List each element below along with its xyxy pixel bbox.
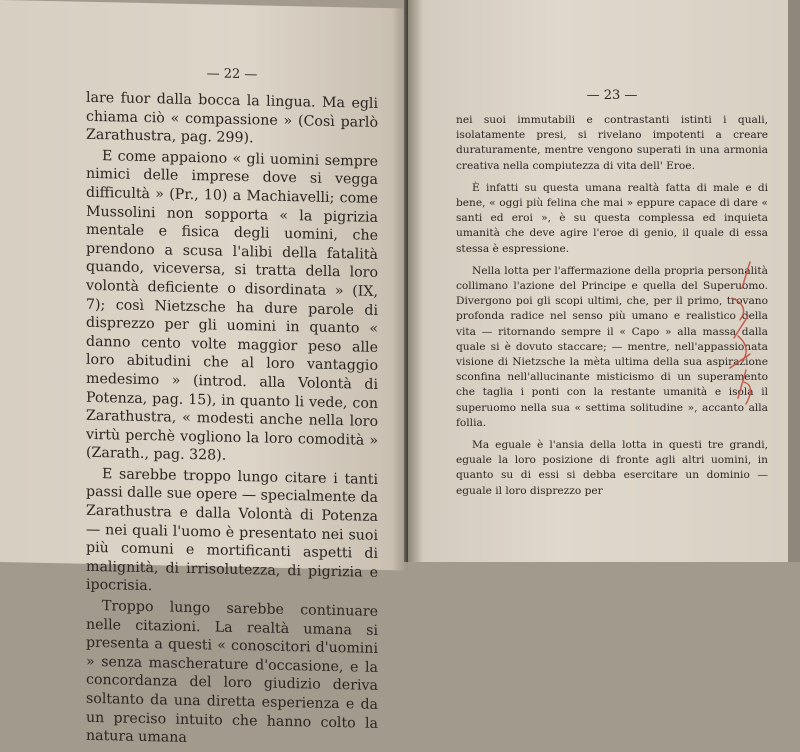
left-paragraph: lare fuor dalla bocca la lingua. Ma egli chiama ciò « compassione » (Così parlò Zarathustra, pag. 299). [86, 89, 378, 147]
left-paragraph: E sarebbe troppo lungo citare i tanti passi dalle sue opere — specialmente da Zarathustra e dalla Volontà di Potenza — nei quali l'uomo è presentato nei suoi più comuni e mortificanti aspetti di malignità, di irrisolutezza, di pigrizia e ipocrisia. [86, 466, 378, 595]
left-page-number: — 22 — [206, 66, 258, 83]
right-paragraph: Ma eguale è l'ansia della lotta in questi tre grandi, eguale la loro posizione di fronte agli altri uomini, in quanto su di essi si debba esercitare un dominio — eguale il loro disprezzo per [456, 439, 768, 497]
pencil-annotation-icon [720, 258, 768, 408]
right-paragraph: nei suoi immutabili e contrastanti istinti i quali, isolatamente presi, si rivelano impotenti a creare duraturamente, mentre vengono superati in una armonia creativa nella compiutezza di vita dell' Eroe. [456, 114, 768, 172]
right-page-number: — 23 — [586, 88, 638, 103]
right-paragraph: È infatti su questa umana realtà fatta di male e di bene, « oggi più felina che mai » eppure capace di dare « santi ed eroi », è su questa complessa ed inquieta umanità che deve agire l'eroe di genio, il quale di essa stessa è espressione. [456, 181, 768, 255]
page-edge [788, 0, 800, 562]
right-paragraph: Nella lotta per l'affermazione della propria personalità collimano l'azione del Principe e quella del Superuomo. Divergono poi gli scopi ultimi, che, per il primo, trovano profonda radice nel senso più umano e realistico della vita — ritornando sempre il « Capo » alla massa dalla quale si è dovuto staccare; — mentre, nell'appassionata visione di Nietzsche la mèta ultima della sua aspirazione sconfina nell'allucinante misticismo di un superamento che taglia i ponti con la restante umanità e isola il superuomo nella sua « settima solitudine », accanto alla follia. [456, 264, 768, 429]
left-paragraph: Troppo lungo sarebbe continuare nelle citazioni. La realtà umana si presenta a questi « conoscitori d'uomini » senza mascherature d'occasione, e la concordanza del loro giudizio deriva soltanto da una diretta esperienza e da un preciso intuito che hanno colto la natura umana [86, 598, 378, 747]
left-paragraph: E come appaiono « gli uomini sempre nimici delle imprese dove si vegga difficultà » (Pr., 10) a Machiavelli; come Mussolini non sopporta « la pigrizia mentale e fisica degli uomini, che prendono a scusa l'alibi della fatalità quando, viceversa, si tratta della loro volontà deficiente o disordinata » (IX, 7); così Nietzsche ha dure parole di disprezzo per gli uomini in quanto « danno cento volte maggior peso alle loro abitudini che al loro vantaggio medesimo » (introd. alla Volontà di Potenza, pag. 15), in quanto li vede, con Zarathustra, « modesti anche nella loro virtù perchè vogliono la loro comodità » (Zarath., pag. 328). [86, 147, 378, 465]
